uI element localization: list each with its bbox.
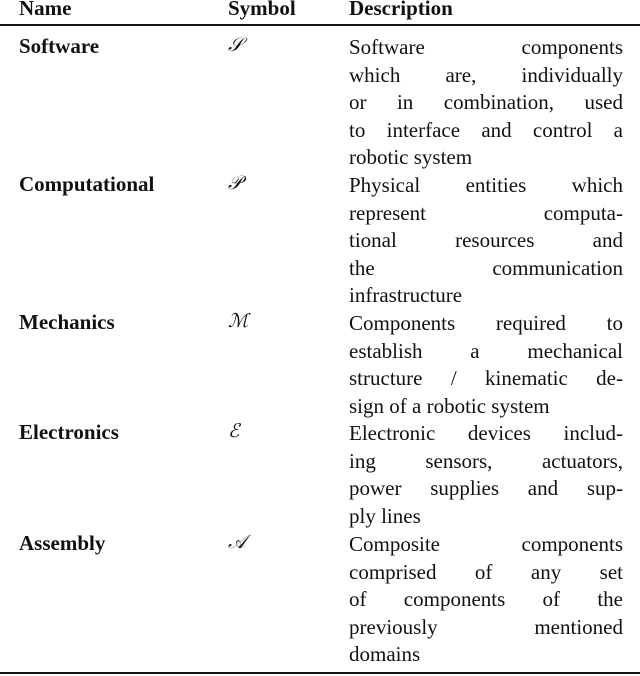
description-line: power supplies and sup-	[349, 476, 623, 501]
description-line: robotic system	[349, 145, 473, 170]
row-symbol: 𝒜	[228, 531, 246, 553]
row-description	[349, 531, 623, 669]
row-description	[349, 420, 623, 530]
description-line: ing sensors, actuators,	[349, 448, 623, 473]
row-description	[349, 310, 623, 420]
row-description	[349, 34, 623, 172]
row-symbol: ℰ	[228, 420, 240, 442]
header-symbol: Symbol	[228, 0, 296, 20]
header-rule	[0, 24, 640, 26]
header-name: Name	[19, 0, 72, 20]
description-line: represent computa-	[349, 200, 623, 225]
description-line: tional resources and	[349, 228, 623, 253]
row-symbol: 𝒮	[228, 34, 243, 56]
description-line: to interface and control a	[349, 117, 623, 142]
row-name: Computational	[19, 172, 155, 196]
description-line: of components of the	[349, 587, 623, 612]
description-line: the communication	[349, 255, 623, 280]
row-description	[349, 172, 623, 310]
description-line: comprised of any set	[349, 559, 623, 584]
description-line: infrastructure	[349, 283, 463, 308]
description-line: ply lines	[349, 503, 421, 528]
description-line: which are, individually	[349, 62, 623, 87]
row-name: Software	[19, 34, 100, 58]
description-line: Physical entities which	[349, 173, 623, 197]
description-line: Composite components	[349, 532, 623, 556]
description-line: Components required to	[349, 311, 623, 335]
row-symbol: ℳ	[228, 310, 249, 332]
header-description: Description	[349, 0, 453, 20]
description-line: Electronic devices includ-	[349, 421, 623, 445]
description-line: domains	[349, 642, 421, 667]
row-name: Electronics	[19, 420, 119, 444]
description-line: Software components	[349, 35, 623, 59]
description-line: establish a mechanical	[349, 338, 623, 363]
row-symbol: 𝒫	[228, 172, 242, 194]
row-name: Mechanics	[19, 310, 115, 334]
description-line: structure / kinematic de-	[349, 366, 623, 391]
bottom-rule	[0, 672, 640, 674]
description-line: or in combination, used	[349, 90, 623, 115]
description-line: previously mentioned	[349, 614, 623, 639]
row-name: Assembly	[19, 531, 106, 555]
description-line: sign of a robotic system	[349, 393, 550, 418]
